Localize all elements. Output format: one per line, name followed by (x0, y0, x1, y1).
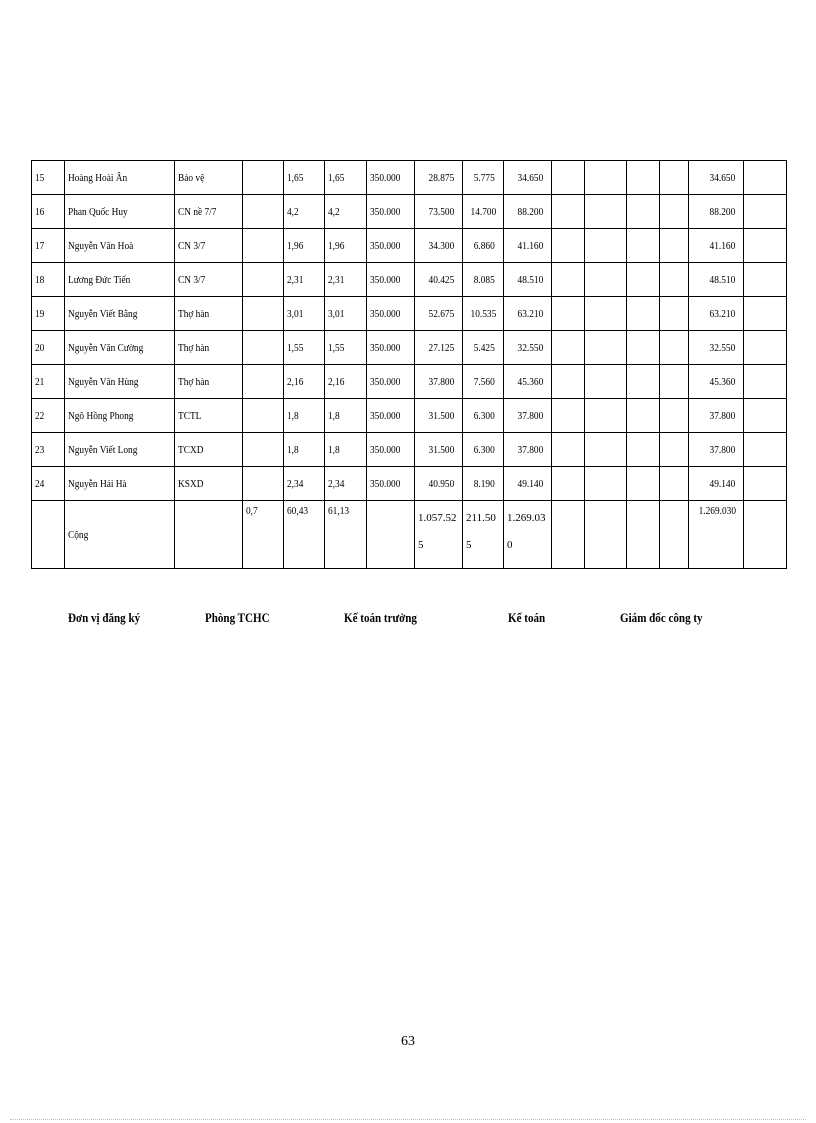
cell-name: Nguyễn Hải Hà (65, 467, 175, 501)
cell-c7: 350.000 (367, 161, 415, 195)
cell-c6: 2,31 (325, 263, 367, 297)
cell-c4 (243, 263, 284, 297)
cell-c14 (660, 229, 689, 263)
total-cell-blank (660, 501, 689, 569)
cell-c5: 1,8 (284, 433, 325, 467)
cell-c6: 3,01 (325, 297, 367, 331)
payroll-table (31, 160, 787, 569)
cell-c9: 8.190 (463, 467, 504, 501)
cell-c6: 2,34 (325, 467, 367, 501)
cell-c5: 3,01 (284, 297, 325, 331)
total-cell-c5: 60,43 (284, 501, 325, 569)
page-number: 63 (401, 1034, 415, 1049)
cell-c8: 52.675 (415, 297, 463, 331)
cell-c15: 49.140 (689, 467, 744, 501)
cell-c9: 10.535 (463, 297, 504, 331)
total-row (32, 501, 787, 569)
cell-job: KSXD (175, 467, 243, 501)
cell-c15: 41.160 (689, 229, 744, 263)
cell-c14 (660, 467, 689, 501)
cell-c6: 2,16 (325, 365, 367, 399)
cell-c15: 37.800 (689, 399, 744, 433)
cell-c5: 2,34 (284, 467, 325, 501)
total-cell-c6: 61,13 (325, 501, 367, 569)
cell-c14 (660, 161, 689, 195)
cell-c5: 1,65 (284, 161, 325, 195)
total-cell-blank (175, 501, 243, 569)
cell-c4 (243, 433, 284, 467)
total-cell-c4: 0,7 (243, 501, 284, 569)
cell-c10: 88.200 (504, 195, 552, 229)
cell-c12 (585, 161, 627, 195)
cell-c8: 40.425 (415, 263, 463, 297)
cell-c14 (660, 331, 689, 365)
cell-c16 (744, 433, 787, 467)
cell-c9: 5.775 (463, 161, 504, 195)
cell-no: 17 (32, 229, 65, 263)
cell-c9: 6.860 (463, 229, 504, 263)
cell-c12 (585, 331, 627, 365)
cell-c10: 37.800 (504, 399, 552, 433)
cell-c6: 1,65 (325, 161, 367, 195)
cell-c8: 31.500 (415, 433, 463, 467)
cell-c9: 14.700 (463, 195, 504, 229)
cell-c11 (552, 195, 585, 229)
cell-c10: 34.650 (504, 161, 552, 195)
total-cell-blank (367, 501, 415, 569)
table-row (32, 229, 787, 263)
cell-c13 (627, 331, 660, 365)
table-row (32, 161, 787, 195)
cell-c7: 350.000 (367, 433, 415, 467)
cell-c11 (552, 433, 585, 467)
cell-c5: 1,96 (284, 229, 325, 263)
cell-c8: 37.800 (415, 365, 463, 399)
cell-c15: 88.200 (689, 195, 744, 229)
total-cell-c8: 1.057.525 (415, 501, 463, 569)
cell-c10: 63.210 (504, 297, 552, 331)
cell-c7: 350.000 (367, 229, 415, 263)
cell-c7: 350.000 (367, 365, 415, 399)
table-row (32, 297, 787, 331)
cell-c4 (243, 229, 284, 263)
cell-c12 (585, 399, 627, 433)
total-cell-blank (744, 501, 787, 569)
cell-c14 (660, 365, 689, 399)
cell-c6: 1,8 (325, 399, 367, 433)
cell-job: CN 3/7 (175, 263, 243, 297)
cell-c13 (627, 365, 660, 399)
cell-c6: 4,2 (325, 195, 367, 229)
cell-c11 (552, 229, 585, 263)
cell-name: Nguyễn Văn Hùng (65, 365, 175, 399)
cell-c12 (585, 263, 627, 297)
table-row (32, 263, 787, 297)
cell-c8: 28.875 (415, 161, 463, 195)
cell-no: 16 (32, 195, 65, 229)
cell-c16 (744, 195, 787, 229)
cell-c12 (585, 467, 627, 501)
cell-name: Nguyễn Viết Bằng (65, 297, 175, 331)
cell-c13 (627, 229, 660, 263)
cell-c5: 2,31 (284, 263, 325, 297)
cell-job: TCXD (175, 433, 243, 467)
total-cell-c9: 211.505 (463, 501, 504, 569)
cell-c4 (243, 195, 284, 229)
cell-c13 (627, 433, 660, 467)
cell-name: Phan Quốc Huy (65, 195, 175, 229)
table-total (32, 501, 787, 569)
cell-no: 24 (32, 467, 65, 501)
cell-no: 19 (32, 297, 65, 331)
cell-c14 (660, 433, 689, 467)
cell-c16 (744, 263, 787, 297)
table-row (32, 195, 787, 229)
cell-c9: 6.300 (463, 433, 504, 467)
cell-c8: 40.950 (415, 467, 463, 501)
cell-c8: 34.300 (415, 229, 463, 263)
cell-name: Nguyễn Viết Long (65, 433, 175, 467)
cell-no: 22 (32, 399, 65, 433)
cell-c13 (627, 161, 660, 195)
cell-c10: 41.160 (504, 229, 552, 263)
cell-no: 21 (32, 365, 65, 399)
cell-c15: 63.210 (689, 297, 744, 331)
cell-job: Thợ hàn (175, 331, 243, 365)
cell-c16 (744, 161, 787, 195)
cell-c11 (552, 263, 585, 297)
cell-c15: 37.800 (689, 433, 744, 467)
cell-c6: 1,96 (325, 229, 367, 263)
cell-c7: 350.000 (367, 399, 415, 433)
table-row (32, 399, 787, 433)
table-body (32, 161, 787, 501)
cell-c16 (744, 467, 787, 501)
cell-c15: 45.360 (689, 365, 744, 399)
cell-c7: 350.000 (367, 331, 415, 365)
cell-name: Nguyễn Văn Hoà (65, 229, 175, 263)
cell-job: TCTL (175, 399, 243, 433)
cell-c4 (243, 467, 284, 501)
cell-job: CN 3/7 (175, 229, 243, 263)
cell-c7: 350.000 (367, 297, 415, 331)
cell-job: Thợ hàn (175, 297, 243, 331)
cell-c9: 5.425 (463, 331, 504, 365)
cell-c7: 350.000 (367, 263, 415, 297)
cell-c11 (552, 365, 585, 399)
cell-job: Thợ hàn (175, 365, 243, 399)
total-label: Cộng (65, 501, 175, 569)
total-cell-c10: 1.269.030 (504, 501, 552, 569)
cell-c10: 49.140 (504, 467, 552, 501)
cell-c8: 27.125 (415, 331, 463, 365)
table-row (32, 467, 787, 501)
cell-no: 20 (32, 331, 65, 365)
cell-c11 (552, 399, 585, 433)
cell-c15: 48.510 (689, 263, 744, 297)
cell-c14 (660, 399, 689, 433)
cell-c8: 31.500 (415, 399, 463, 433)
cell-name: Lương Đức Tiến (65, 263, 175, 297)
cell-c4 (243, 297, 284, 331)
table-row (32, 365, 787, 399)
total-cell-blank (552, 501, 585, 569)
cell-name: Hoàng Hoài Ân (65, 161, 175, 195)
cell-c5: 1,55 (284, 331, 325, 365)
cell-c11 (552, 161, 585, 195)
signature-block: Đơn vị đăng ký Phòng TCHC Kế toán trưởng Kế toán Giám đốc công ty (68, 610, 703, 625)
total-cell-c15: 1.269.030 (689, 501, 744, 569)
cell-name: Ngô Hồng Phong (65, 399, 175, 433)
cell-c8: 73.500 (415, 195, 463, 229)
cell-c14 (660, 195, 689, 229)
cell-c12 (585, 297, 627, 331)
table-row (32, 433, 787, 467)
cell-c16 (744, 331, 787, 365)
footer-divider (10, 1119, 806, 1120)
cell-c5: 4,2 (284, 195, 325, 229)
cell-c15: 32.550 (689, 331, 744, 365)
cell-c5: 2,16 (284, 365, 325, 399)
cell-c13 (627, 399, 660, 433)
cell-no: 23 (32, 433, 65, 467)
cell-c4 (243, 399, 284, 433)
cell-c7: 350.000 (367, 195, 415, 229)
cell-c7: 350.000 (367, 467, 415, 501)
cell-c16 (744, 399, 787, 433)
table-row (32, 331, 787, 365)
cell-c10: 32.550 (504, 331, 552, 365)
cell-c12 (585, 229, 627, 263)
cell-c11 (552, 331, 585, 365)
cell-c9: 7.560 (463, 365, 504, 399)
cell-c6: 1,55 (325, 331, 367, 365)
cell-c13 (627, 195, 660, 229)
cell-c4 (243, 365, 284, 399)
cell-c13 (627, 467, 660, 501)
cell-c16 (744, 365, 787, 399)
cell-c10: 45.360 (504, 365, 552, 399)
cell-c10: 37.800 (504, 433, 552, 467)
cell-c10: 48.510 (504, 263, 552, 297)
cell-c4 (243, 331, 284, 365)
cell-c13 (627, 263, 660, 297)
cell-c12 (585, 195, 627, 229)
cell-c9: 6.300 (463, 399, 504, 433)
total-cell-blank (585, 501, 627, 569)
cell-c11 (552, 297, 585, 331)
cell-c11 (552, 467, 585, 501)
cell-c16 (744, 297, 787, 331)
cell-c15: 34.650 (689, 161, 744, 195)
cell-c14 (660, 263, 689, 297)
cell-c12 (585, 365, 627, 399)
cell-c6: 1,8 (325, 433, 367, 467)
cell-no: 18 (32, 263, 65, 297)
total-cell-blank (627, 501, 660, 569)
cell-c5: 1,8 (284, 399, 325, 433)
cell-no: 15 (32, 161, 65, 195)
total-cell-blank (32, 501, 65, 569)
cell-job: CN nề 7/7 (175, 195, 243, 229)
cell-name: Nguyễn Văn Cường (65, 331, 175, 365)
cell-job: Bảo vệ (175, 161, 243, 195)
cell-c4 (243, 161, 284, 195)
cell-c14 (660, 297, 689, 331)
cell-c16 (744, 229, 787, 263)
cell-c12 (585, 433, 627, 467)
cell-c9: 8.085 (463, 263, 504, 297)
cell-c13 (627, 297, 660, 331)
